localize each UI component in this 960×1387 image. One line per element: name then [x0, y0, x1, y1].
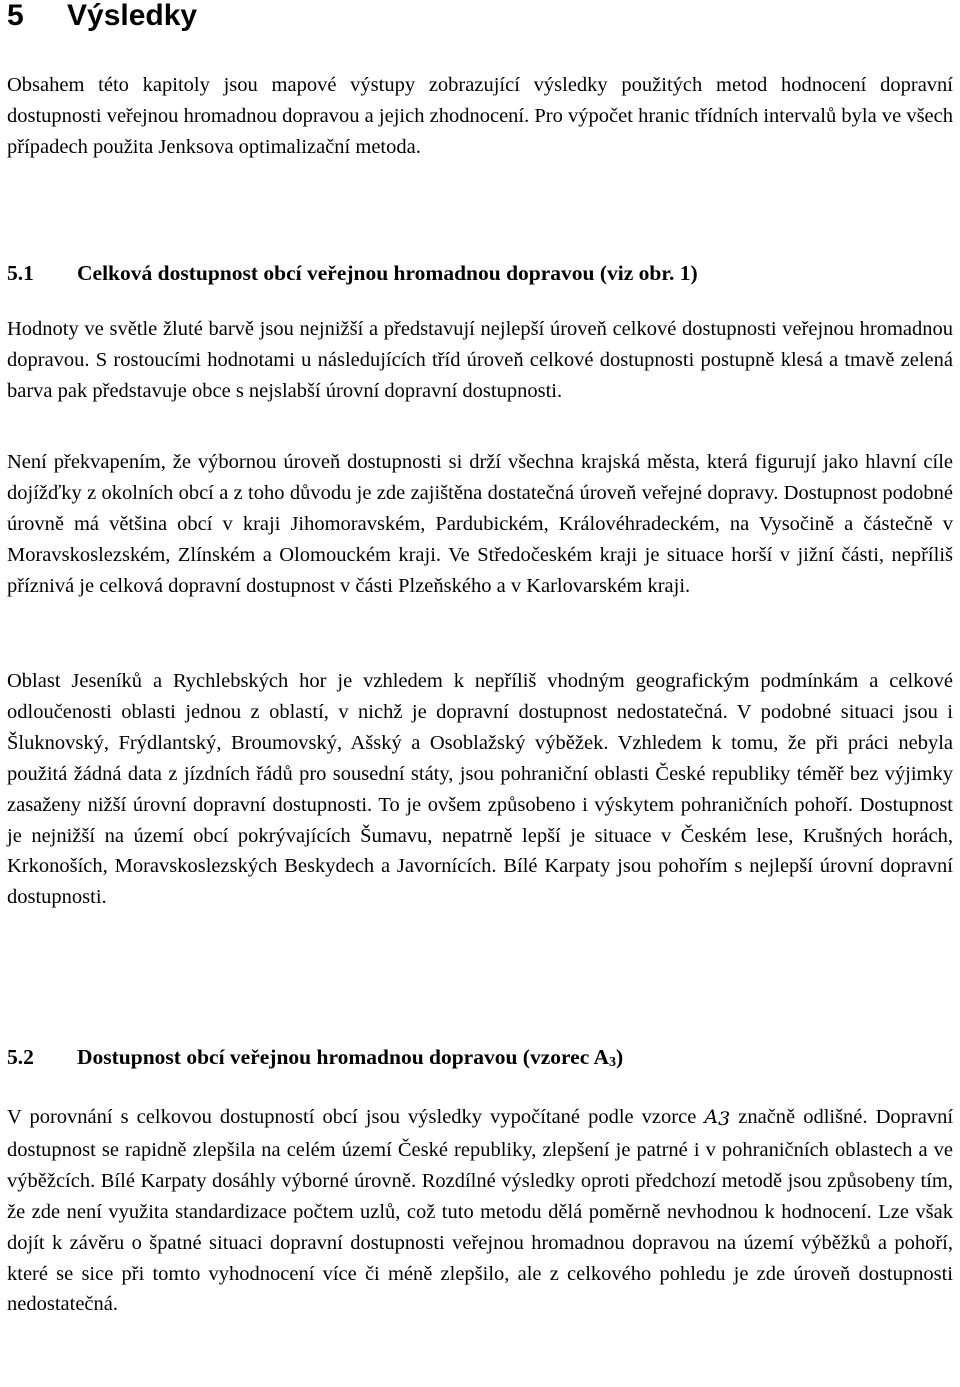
- section-5-2-title-end: ): [615, 1045, 624, 1069]
- chapter-title: Výsledky: [67, 0, 198, 32]
- section-5-1-paragraph-1: Hodnoty ve světle žluté barvě jsou nejnižší a představují nejlepší úroveň celkové dostupnosti veřejnou hromadnou dopravou. S rostoucími hodnotami u následujících tříd úroveň celkové dostupnosti postupně klesá a tmavě zelená barva pak představuje obce s nejslabší úrovní dopravní dostupnosti.: [7, 318, 953, 402]
- section-5-1-paragraph-2: Není překvapením, že výbornou úroveň dostupnosti si drží všechna krajská města, která figurují jako hlavní cíle dojížďky z okolních obcí a z toho důvodu je zde zajištěna dostatečná úroveň veřejné dopravy. Dostupnost podobné úrovně má většina obcí v kraji Jihomoravském, Pardubickém, Královéhradeckém, na Vysočině a částečně v Moravskoslezském, Zlínském a Olomouckém kraji. Ve Středočeském kraji je situace horší v jižní části, nepříliš příznivá je celková dopravní dostupnost v části Plzeňského a v Karlovarském kraji.: [7, 451, 953, 597]
- section-5-2-title-subscript: 3: [608, 1055, 616, 1070]
- section-5-1-heading: [7, 258, 698, 288]
- chapter-heading: [7, 0, 197, 34]
- section-5-2-title: Dostupnost obcí veřejnou hromadnou dopravou (vzorec A: [77, 1045, 609, 1069]
- section-5-1-number: 5.1: [7, 261, 34, 285]
- section-5-2-paragraph-lead: V porovnání s celkovou dostupností obcí jsou výsledky vypočítané podle vzorce: [7, 1106, 697, 1128]
- section-5-1-paragraph-3: Oblast Jeseníků a Rychlebských hor je vzhledem k nepříliš vhodným geografickým podmínkám a celkové odloučenosti oblasti jednou z oblastí, v nichž je dopravní dostupnost nedostatečná. V podobné situaci jsou i Šluknovský, Frýdlantský, Broumovský, Ašský a Osoblažský výběžek. Vzhledem k tomu, že při práci nebyla použitá žádná data z jízdních řádů pro sousední státy, jsou pohraniční oblasti České republiky téměř bez výjimky zasaženy nižší úrovní dopravní dostupnosti. To je ovšem způsobeno i výskytem pohraničních pohoří. Dostupnost je nejnižší na území obcí pokrývajících Šumavu, nepatrně lepší je situace v Českém lese, Krušných horách, Krkonoších, Moravskoslezských Beskydech a Javornících. Bílé Karpaty jsou pohořím s nejlepší úrovní dopravní dostupnosti.: [7, 670, 953, 909]
- formula-subscript: 3: [718, 1108, 731, 1130]
- section-5-2-number: 5.2: [7, 1045, 34, 1069]
- section-5-2-paragraph: [7, 1102, 953, 1320]
- section-5-1-title: Celková dostupnost obcí veřejnou hromadnou dopravou (viz obr. 1): [77, 261, 698, 285]
- intro-paragraph: Obsahem této kapitoly jsou mapové výstupy zobrazující výsledky použitých metod hodnocení dopravní dostupnosti veřejnou hromadnou dopravou a jejich zhodnocení. Pro výpočet hranic třídních intervalů byla ve všech případech použita Jenksova optimalizační metoda.: [7, 74, 953, 158]
- section-5-2-paragraph-rest: značně odlišné. Dopravní dostupnost se rapidně zlepšila na celém území České republiky, zlepšení je patrné i v pohraničních oblastech a ve výběžcích. Bílé Karpaty dosáhly výborné úrovně. Rozdílné výsledky oproti předchozí metodě jsou způsobeny tím, že zde není využita standardizace počtem uzlů, což tuto metodu dělá poměrně nevhodnou k hodnocení. Lze však dojít k závěru o špatné situaci dopravní dostupnosti veřejnou hromadnou dopravou na území výběžků a pohoří, které se sice při tomto vyhodnocení více či méně zlepšilo, ale z celkového pohledu je zde úroveň dostupnosti nedostatečná.: [7, 1106, 954, 1316]
- chapter-number: 5: [7, 0, 24, 32]
- section-5-2-heading: [7, 1042, 623, 1078]
- formula-symbol: A: [704, 1106, 719, 1128]
